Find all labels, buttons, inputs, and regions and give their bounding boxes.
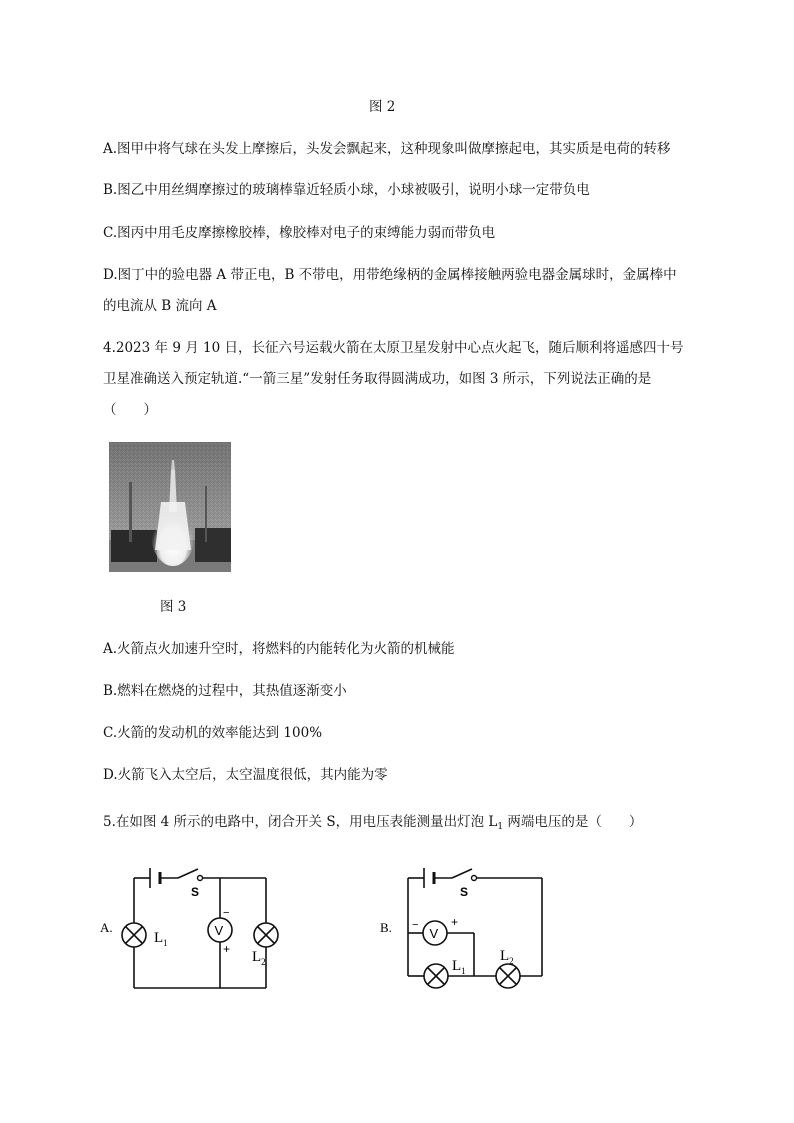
q3-option-a: A.图甲中将气球在头发上摩擦后，头发会飘起来，这种现象叫做摩擦起电，其实质是电荷的转移 [103,141,671,157]
voltmeter-icon [208,918,232,942]
q4-option-c: C.火箭的发动机的效率能达到 100% [103,725,323,741]
figure-2-caption: 图 2 [369,99,396,115]
q3-option-b: B.图乙中用丝绸摩擦过的玻璃棒靠近轻质小球，小球被吸引，说明小球一定带负电 [103,182,590,198]
voltmeter-plus: + [451,915,459,929]
voltmeter-label: V [214,923,224,938]
q5-stem-after: 两端电压的是（ ） [503,814,643,830]
figure-3-caption: 图 3 [160,599,187,615]
q3-option-c: C.图丙中用毛皮摩擦橡胶棒，橡胶棒对电子的束缚能力弱而带负电 [103,225,496,241]
switch-contact [472,876,477,881]
circuit-diagram-b [378,860,558,995]
switch-label-s: S [191,885,200,899]
lamp-l2-label: $L_2$ [252,949,266,967]
q4-stem-line2: 卫星准确送入预定轨道.“一箭三星”发射任务取得圆满成功，如图 3 所示，下列说法正确的是 [103,371,652,387]
circuit-b-option-label: B. [380,920,392,935]
lamp-l1-icon [122,923,146,947]
switch-contact [198,876,203,881]
voltmeter-label: V [429,926,439,941]
voltmeter-plus: + [223,942,231,956]
q5-stem-subscript: 1 [497,822,504,832]
circuit-a-option-label: A. [100,920,113,935]
q5-stem-before: 5.在如图 4 所示的电路中，闭合开关 S，用电压表能测量出灯泡 L [103,814,498,830]
q3-option-d-line1: D.图丁中的验电器 A 带正电，B 不带电，用带绝缘柄的金属棒接触两验电器金属球时，金属棒中 [103,267,677,283]
lamp-l1-icon [424,964,448,988]
q4-option-d: D.火箭飞入太空后，太空温度很低，其内能为零 [103,767,388,783]
q4-stem-line1: 4.2023 年 9 月 10 日，长征六号运载火箭在太原卫星发射中心点火起飞，随后顺利将遥感四十号 [103,340,684,356]
q4-option-b: B.燃料在燃烧的过程中，其热值逐渐变小 [103,683,347,699]
voltmeter-minus: − [412,919,419,931]
circuit-diagram-a [98,860,298,995]
rocket-launch-photo [109,442,231,572]
q5-stem [103,813,642,836]
lamp-l2-icon [496,964,520,988]
voltmeter-minus: − [223,907,230,919]
q4-option-a: A.火箭点火加速升空时，将燃料的内能转化为火箭的机械能 [103,641,455,657]
voltmeter-icon [423,921,447,945]
lamp-l2-icon [254,923,278,947]
q4-stem-line3: （ ） [103,402,157,418]
q3-option-d-line2: 的电流从 B 流向 A [103,298,217,314]
lamp-l1-label: $L_1$ [154,930,168,948]
lamp-l1-label: $L_1$ [452,958,466,976]
lamp-l2-label: $L_2$ [500,948,514,966]
switch-label-s: S [460,885,469,899]
